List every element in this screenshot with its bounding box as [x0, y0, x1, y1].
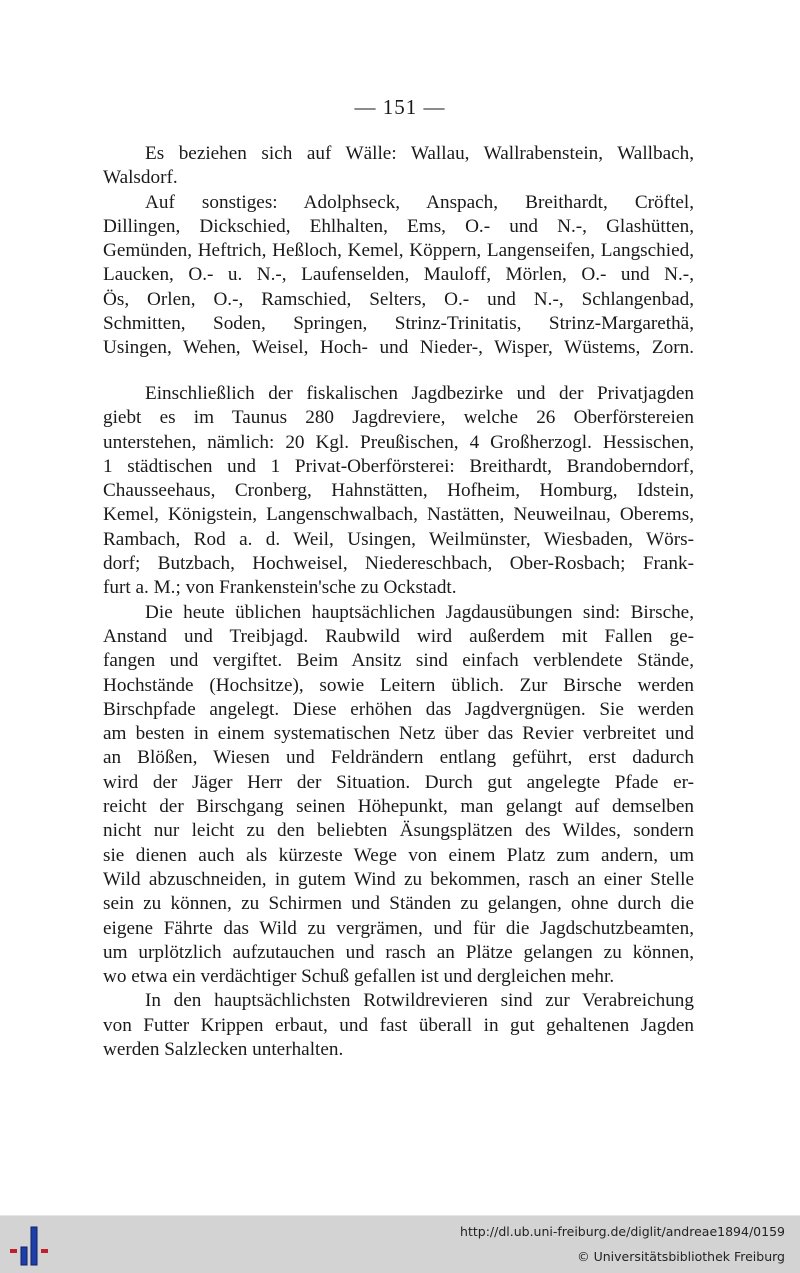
text-line: Laucken, O.- u. N.-, Laufenselden, Mauloff, Mörlen, O.- und N.-, [103, 264, 694, 286]
text-line: Schmitten, Soden, Springen, Strinz-Trinitatis, Strinz-Margarethä, [103, 313, 694, 335]
text-line: In den hauptsächlichsten Rotwildrevieren sind zur Verabreichung [145, 990, 694, 1012]
text-line: Wild abzuschneiden, in gutem Wind zu bekommen, rasch an einer Stelle [103, 868, 694, 890]
text-block-upper [103, 142, 694, 361]
text-line: Anstand und Treibjagd. Raubwild wird außerdem mit Fallen ge- [103, 625, 694, 647]
text-line: sein zu können, zu Schirmen und Ständen zu gelangen, ohne durch die [103, 893, 694, 915]
text-line: wird der Jäger Herr der Situation. Durch gut angelegte Pfade er- [103, 771, 694, 793]
text-line: Die heute üblichen hauptsächlichen Jagdausübungen sind: Birsche, [145, 601, 694, 623]
logo-blue-tall [31, 1227, 37, 1265]
text-line: werden Salzlecken unterhalten. [103, 1039, 344, 1061]
text-line: Walsdorf. [103, 167, 178, 189]
text-line: von Futter Krippen erbaut, und fast überall in gut gehaltenen Jagden [103, 1014, 694, 1036]
paragraph-hunting-practices [103, 601, 694, 990]
text-line: wo etwa ein verdächtiger Schuß gefallen ist und dergleichen mehr. [103, 966, 615, 988]
text-line: furt a. M.; von Frankenstein'sche zu Ockstadt. [103, 577, 457, 599]
permalink-url[interactable]: http://dl.ub.uni-freiburg.de/diglit/andreae1894/0159 [460, 1224, 785, 1239]
copyright-notice: © Universitätsbibliothek Freiburg [577, 1249, 785, 1264]
text-block-lower [103, 382, 694, 1062]
text-line: dorf; Butzbach, Hochweisel, Niedereschbach, Ober-Rosbach; Frank- [103, 553, 694, 575]
text-line: 1 städtischen und 1 Privat-Oberförsterei: Breithardt, Brandoberndorf, [103, 455, 694, 477]
page-number: — 151 — [354, 95, 446, 119]
text-line: nicht nur leicht zu den beliebten Äsungsplätzen des Wildes, sondern [103, 820, 694, 842]
text-line: unterstehen, nämlich: 20 Kgl. Preußischen, 4 Großherzogl. Hessischen, [103, 431, 694, 453]
text-line: reicht der Birschgang seinen Höhepunkt, man gelangt auf demselben [103, 796, 694, 818]
text-line: fangen und vergiftet. Beim Ansitz sind einfach verblendete Stände, [103, 650, 694, 672]
paragraph-feeding [103, 989, 694, 1062]
logo-red-left [10, 1249, 17, 1253]
paragraph-other [103, 191, 694, 361]
text-line: Rambach, Rod a. d. Weil, Usingen, Weilmünster, Wiesbaden, Wörs- [103, 528, 694, 550]
library-footer [0, 1215, 800, 1273]
text-line: Gemünden, Heftrich, Heßloch, Kemel, Köppern, Langenseifen, Langschied, [103, 240, 694, 262]
ub-freiburg-logo-icon[interactable] [8, 1224, 54, 1268]
text-line: Es beziehen sich auf Wälle: Wallau, Wallrabenstein, Wallbach, [145, 143, 694, 164]
text-line: Usingen, Wehen, Weisel, Hoch- und Nieder-, Wisper, Wüstems, Zorn. [103, 337, 694, 359]
paragraph-walls [103, 142, 694, 191]
logo-blue-short [21, 1247, 27, 1265]
text-line: Kemel, Königstein, Langenschwalbach, Nastätten, Neuweilnau, Oberems, [103, 504, 694, 526]
text-line: sie dienen auch als kürzeste Wege von einem Platz zum andern, um [103, 844, 694, 866]
text-line: Hochstände (Hochsitze), sowie Leitern üblich. Zur Birsche werden [103, 674, 694, 696]
text-line: Birschpfade angelegt. Diese erhöhen das Jagdvergnügen. Sie werden [103, 698, 694, 720]
text-line: an Blößen, Wiesen und Feldrändern entlang geführt, erst dadurch [103, 747, 694, 769]
paragraph-hunting-districts [103, 382, 694, 601]
text-line: Einschließlich der fiskalischen Jagdbezirke und der Privatjagden [145, 383, 694, 404]
text-line: Ös, Orlen, O.-, Ramschied, Selters, O.- und N.-, Schlangenbad, [103, 288, 694, 310]
logo-red-right [41, 1249, 48, 1253]
text-line: Auf sonstiges: Adolphseck, Anspach, Breithardt, Cröftel, [145, 191, 694, 213]
text-line: Chausseehaus, Cronberg, Hahnstätten, Hofheim, Homburg, Idstein, [103, 480, 694, 502]
text-line: Dillingen, Dickschied, Ehlhalten, Ems, O.- und N.-, Glashütten, [103, 215, 694, 237]
text-line: am besten in einem systematischen Netz über das Revier verbreitet und [103, 723, 694, 745]
text-line: giebt es im Taunus 280 Jagdreviere, welche 26 Oberförstereien [103, 407, 694, 429]
text-line: um urplötzlich aufzutauchen und rasch an Plätze gelangen zu können, [103, 941, 694, 963]
text-line: eigene Fährte das Wild zu vergrämen, und für die Jagdschutzbeamten, [103, 917, 694, 939]
